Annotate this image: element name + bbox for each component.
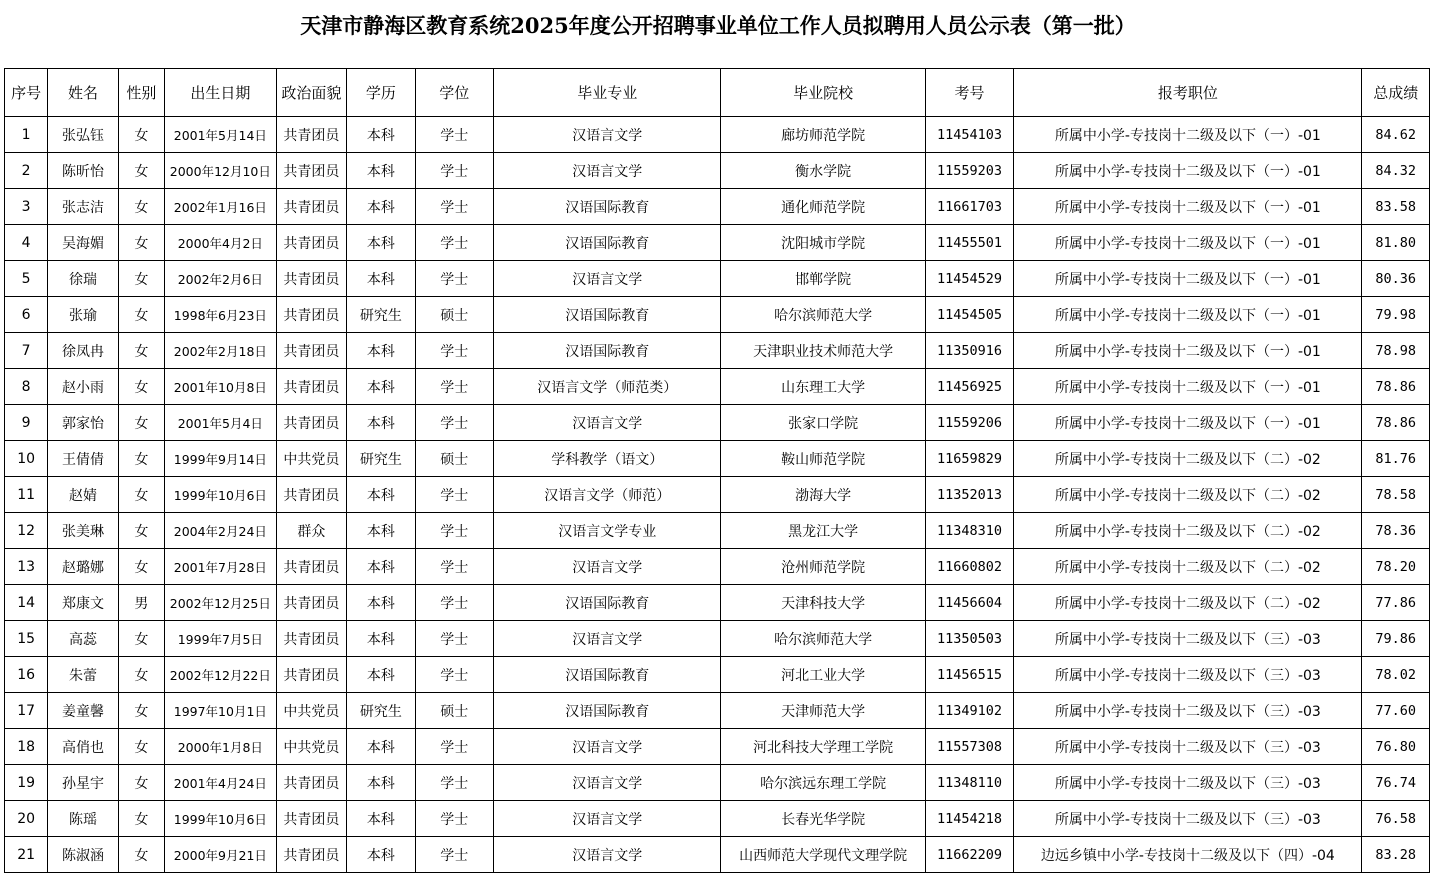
- cell-position: 所属中小学-专技岗十二级及以下（一）-01: [1014, 261, 1362, 297]
- cell-exam-number: 11350503: [925, 621, 1014, 657]
- cell-education: 本科: [347, 477, 415, 513]
- cell-total-score: 79.86: [1362, 621, 1430, 657]
- cell-school: 河北工业大学: [721, 657, 925, 693]
- cell-position: 所属中小学-专技岗十二级及以下（一）-01: [1014, 225, 1362, 261]
- cell-exam-number: 11660802: [925, 549, 1014, 585]
- cell-birthdate: 2002年1月16日: [164, 189, 276, 225]
- cell-total-score: 78.86: [1362, 369, 1430, 405]
- cell-school: 黑龙江大学: [721, 513, 925, 549]
- cell-index: 18: [5, 729, 48, 765]
- cell-gender: 女: [118, 333, 164, 369]
- cell-exam-number: 11454529: [925, 261, 1014, 297]
- cell-political-status: 共青团员: [276, 837, 346, 873]
- cell-index: 17: [5, 693, 48, 729]
- cell-school: 长春光华学院: [721, 801, 925, 837]
- cell-degree: 学士: [415, 405, 493, 441]
- cell-political-status: 共青团员: [276, 153, 346, 189]
- cell-gender: 女: [118, 261, 164, 297]
- table-header-row: [5, 69, 1430, 117]
- cell-birthdate: 2000年9月21日: [164, 837, 276, 873]
- cell-position: 所属中小学-专技岗十二级及以下（二）-02: [1014, 441, 1362, 477]
- header-total-score: 总成绩: [1362, 69, 1430, 117]
- cell-index: 1: [5, 117, 48, 153]
- header-gender: 性别: [118, 69, 164, 117]
- cell-education: 本科: [347, 261, 415, 297]
- cell-position: 所属中小学-专技岗十二级及以下（三）-03: [1014, 621, 1362, 657]
- cell-name: 陈昕怡: [48, 153, 118, 189]
- cell-total-score: 78.98: [1362, 333, 1430, 369]
- cell-index: 8: [5, 369, 48, 405]
- cell-school: 鞍山师范学院: [721, 441, 925, 477]
- cell-degree: 硕士: [415, 693, 493, 729]
- cell-name: 徐凤冉: [48, 333, 118, 369]
- cell-degree: 学士: [415, 549, 493, 585]
- cell-education: 本科: [347, 837, 415, 873]
- cell-school: 哈尔滨师范大学: [721, 621, 925, 657]
- cell-major: 汉语国际教育: [494, 693, 721, 729]
- cell-gender: 女: [118, 837, 164, 873]
- cell-total-score: 77.60: [1362, 693, 1430, 729]
- cell-gender: 女: [118, 405, 164, 441]
- table-row: [5, 693, 1430, 729]
- cell-education: 本科: [347, 765, 415, 801]
- cell-exam-number: 11454103: [925, 117, 1014, 153]
- table-row: [5, 225, 1430, 261]
- cell-total-score: 76.80: [1362, 729, 1430, 765]
- cell-index: 10: [5, 441, 48, 477]
- cell-name: 郑康文: [48, 585, 118, 621]
- cell-degree: 学士: [415, 657, 493, 693]
- cell-name: 朱蕾: [48, 657, 118, 693]
- cell-political-status: 共青团员: [276, 117, 346, 153]
- cell-total-score: 78.36: [1362, 513, 1430, 549]
- header-school: 毕业院校: [721, 69, 925, 117]
- cell-political-status: 共青团员: [276, 297, 346, 333]
- cell-index: 15: [5, 621, 48, 657]
- table-row: [5, 477, 1430, 513]
- cell-degree: 学士: [415, 765, 493, 801]
- cell-position: 所属中小学-专技岗十二级及以下（一）-01: [1014, 333, 1362, 369]
- cell-degree: 学士: [415, 513, 493, 549]
- cell-exam-number: 11662209: [925, 837, 1014, 873]
- cell-position: 边远乡镇中小学-专技岗十二级及以下（四）-04: [1014, 837, 1362, 873]
- cell-exam-number: 11456515: [925, 657, 1014, 693]
- cell-position: 所属中小学-专技岗十二级及以下（二）-02: [1014, 477, 1362, 513]
- cell-education: 本科: [347, 729, 415, 765]
- cell-school: 通化师范学院: [721, 189, 925, 225]
- cell-index: 9: [5, 405, 48, 441]
- cell-name: 赵璐娜: [48, 549, 118, 585]
- cell-degree: 学士: [415, 369, 493, 405]
- cell-school: 衡水学院: [721, 153, 925, 189]
- cell-position: 所属中小学-专技岗十二级及以下（三）-03: [1014, 765, 1362, 801]
- cell-index: 21: [5, 837, 48, 873]
- cell-exam-number: 11352013: [925, 477, 1014, 513]
- cell-birthdate: 1999年9月14日: [164, 441, 276, 477]
- cell-political-status: 中共党员: [276, 729, 346, 765]
- cell-education: 本科: [347, 801, 415, 837]
- cell-total-score: 78.86: [1362, 405, 1430, 441]
- cell-political-status: 共青团员: [276, 405, 346, 441]
- cell-gender: 女: [118, 621, 164, 657]
- cell-position: 所属中小学-专技岗十二级及以下（一）-01: [1014, 153, 1362, 189]
- cell-major: 汉语言文学: [494, 729, 721, 765]
- cell-birthdate: 2002年12月22日: [164, 657, 276, 693]
- cell-gender: 女: [118, 765, 164, 801]
- cell-major: 汉语国际教育: [494, 189, 721, 225]
- cell-index: 20: [5, 801, 48, 837]
- table-row: [5, 369, 1430, 405]
- cell-major: 汉语言文学: [494, 261, 721, 297]
- cell-major: 汉语言文学: [494, 117, 721, 153]
- cell-name: 郭家怡: [48, 405, 118, 441]
- cell-birthdate: 1999年10月6日: [164, 477, 276, 513]
- cell-major: 汉语国际教育: [494, 225, 721, 261]
- cell-exam-number: 11557308: [925, 729, 1014, 765]
- cell-gender: 女: [118, 549, 164, 585]
- cell-political-status: 共青团员: [276, 189, 346, 225]
- cell-birthdate: 2001年10月8日: [164, 369, 276, 405]
- cell-exam-number: 11456925: [925, 369, 1014, 405]
- cell-major: 汉语言文学: [494, 153, 721, 189]
- cell-name: 吴海媚: [48, 225, 118, 261]
- cell-major: 汉语国际教育: [494, 657, 721, 693]
- table-row: [5, 801, 1430, 837]
- cell-political-status: 中共党员: [276, 441, 346, 477]
- cell-index: 19: [5, 765, 48, 801]
- cell-exam-number: 11455501: [925, 225, 1014, 261]
- cell-political-status: 共青团员: [276, 585, 346, 621]
- cell-education: 本科: [347, 405, 415, 441]
- table-row: [5, 189, 1430, 225]
- cell-education: 本科: [347, 225, 415, 261]
- cell-exam-number: 11559203: [925, 153, 1014, 189]
- cell-school: 邯郸学院: [721, 261, 925, 297]
- cell-major: 汉语言文学: [494, 549, 721, 585]
- cell-exam-number: 11456604: [925, 585, 1014, 621]
- cell-major: 汉语言文学（师范）: [494, 477, 721, 513]
- cell-school: 天津科技大学: [721, 585, 925, 621]
- table-row: [5, 261, 1430, 297]
- table-body: [5, 117, 1430, 873]
- cell-gender: 女: [118, 297, 164, 333]
- cell-exam-number: 11348310: [925, 513, 1014, 549]
- cell-total-score: 83.28: [1362, 837, 1430, 873]
- cell-major: 汉语国际教育: [494, 333, 721, 369]
- header-major: 毕业专业: [494, 69, 721, 117]
- header-index: 序号: [5, 69, 48, 117]
- cell-position: 所属中小学-专技岗十二级及以下（二）-02: [1014, 585, 1362, 621]
- cell-birthdate: 2000年1月8日: [164, 729, 276, 765]
- cell-gender: 女: [118, 801, 164, 837]
- cell-major: 汉语国际教育: [494, 297, 721, 333]
- cell-education: 本科: [347, 549, 415, 585]
- cell-major: 汉语言文学: [494, 621, 721, 657]
- cell-education: 本科: [347, 585, 415, 621]
- cell-name: 张弘钰: [48, 117, 118, 153]
- cell-gender: 女: [118, 729, 164, 765]
- cell-name: 陈淑涵: [48, 837, 118, 873]
- cell-index: 3: [5, 189, 48, 225]
- cell-degree: 学士: [415, 225, 493, 261]
- cell-political-status: 群众: [276, 513, 346, 549]
- cell-birthdate: 2001年4月24日: [164, 765, 276, 801]
- cell-degree: 学士: [415, 621, 493, 657]
- cell-exam-number: 11454218: [925, 801, 1014, 837]
- cell-total-score: 81.80: [1362, 225, 1430, 261]
- cell-gender: 女: [118, 225, 164, 261]
- cell-total-score: 78.20: [1362, 549, 1430, 585]
- cell-birthdate: 2004年2月24日: [164, 513, 276, 549]
- cell-total-score: 80.36: [1362, 261, 1430, 297]
- cell-political-status: 共青团员: [276, 657, 346, 693]
- cell-name: 徐瑞: [48, 261, 118, 297]
- cell-total-score: 79.98: [1362, 297, 1430, 333]
- cell-political-status: 共青团员: [276, 801, 346, 837]
- cell-degree: 学士: [415, 153, 493, 189]
- cell-school: 天津职业技术师范大学: [721, 333, 925, 369]
- cell-degree: 学士: [415, 585, 493, 621]
- cell-gender: 男: [118, 585, 164, 621]
- table-row: [5, 729, 1430, 765]
- cell-total-score: 84.32: [1362, 153, 1430, 189]
- cell-political-status: 共青团员: [276, 477, 346, 513]
- cell-position: 所属中小学-专技岗十二级及以下（一）-01: [1014, 405, 1362, 441]
- cell-position: 所属中小学-专技岗十二级及以下（一）-01: [1014, 117, 1362, 153]
- cell-birthdate: 2000年4月2日: [164, 225, 276, 261]
- cell-exam-number: 11659829: [925, 441, 1014, 477]
- cell-total-score: 81.76: [1362, 441, 1430, 477]
- cell-gender: 女: [118, 477, 164, 513]
- cell-degree: 学士: [415, 117, 493, 153]
- cell-political-status: 共青团员: [276, 225, 346, 261]
- header-degree: 学位: [415, 69, 493, 117]
- cell-school: 河北科技大学理工学院: [721, 729, 925, 765]
- cell-major: 汉语言文学专业: [494, 513, 721, 549]
- header-education: 学历: [347, 69, 415, 117]
- cell-degree: 学士: [415, 189, 493, 225]
- table-row: [5, 765, 1430, 801]
- cell-gender: 女: [118, 153, 164, 189]
- cell-degree: 学士: [415, 261, 493, 297]
- cell-degree: 学士: [415, 477, 493, 513]
- cell-gender: 女: [118, 657, 164, 693]
- cell-birthdate: 2001年7月28日: [164, 549, 276, 585]
- cell-gender: 女: [118, 369, 164, 405]
- cell-name: 张瑜: [48, 297, 118, 333]
- table-row: [5, 549, 1430, 585]
- cell-political-status: 共青团员: [276, 261, 346, 297]
- header-exam-number: 考号: [925, 69, 1014, 117]
- cell-position: 所属中小学-专技岗十二级及以下（三）-03: [1014, 801, 1362, 837]
- cell-school: 渤海大学: [721, 477, 925, 513]
- cell-degree: 硕士: [415, 297, 493, 333]
- cell-degree: 学士: [415, 729, 493, 765]
- cell-school: 天津师范大学: [721, 693, 925, 729]
- cell-index: 4: [5, 225, 48, 261]
- table-row: [5, 657, 1430, 693]
- cell-education: 本科: [347, 117, 415, 153]
- cell-total-score: 77.86: [1362, 585, 1430, 621]
- cell-gender: 女: [118, 441, 164, 477]
- results-table: [4, 68, 1430, 873]
- cell-position: 所属中小学-专技岗十二级及以下（三）-03: [1014, 657, 1362, 693]
- cell-name: 姜童馨: [48, 693, 118, 729]
- cell-name: 高俏也: [48, 729, 118, 765]
- header-birthdate: 出生日期: [164, 69, 276, 117]
- cell-political-status: 共青团员: [276, 369, 346, 405]
- cell-education: 本科: [347, 153, 415, 189]
- cell-birthdate: 2000年12月10日: [164, 153, 276, 189]
- cell-position: 所属中小学-专技岗十二级及以下（一）-01: [1014, 369, 1362, 405]
- table-row: [5, 585, 1430, 621]
- cell-school: 山东理工大学: [721, 369, 925, 405]
- cell-birthdate: 2002年12月25日: [164, 585, 276, 621]
- cell-major: 汉语国际教育: [494, 585, 721, 621]
- cell-gender: 女: [118, 693, 164, 729]
- header-name: 姓名: [48, 69, 118, 117]
- cell-name: 赵婧: [48, 477, 118, 513]
- cell-index: 13: [5, 549, 48, 585]
- cell-name: 王倩倩: [48, 441, 118, 477]
- cell-birthdate: 2001年5月4日: [164, 405, 276, 441]
- cell-total-score: 76.74: [1362, 765, 1430, 801]
- cell-school: 廊坊师范学院: [721, 117, 925, 153]
- cell-exam-number: 11454505: [925, 297, 1014, 333]
- cell-gender: 女: [118, 513, 164, 549]
- cell-index: 12: [5, 513, 48, 549]
- cell-position: 所属中小学-专技岗十二级及以下（二）-02: [1014, 549, 1362, 585]
- cell-birthdate: 1999年7月5日: [164, 621, 276, 657]
- header-position: 报考职位: [1014, 69, 1362, 117]
- cell-exam-number: 11350916: [925, 333, 1014, 369]
- cell-degree: 学士: [415, 333, 493, 369]
- cell-index: 11: [5, 477, 48, 513]
- cell-education: 本科: [347, 333, 415, 369]
- cell-education: 本科: [347, 189, 415, 225]
- cell-index: 2: [5, 153, 48, 189]
- cell-birthdate: 1997年10月1日: [164, 693, 276, 729]
- cell-major: 汉语言文学: [494, 405, 721, 441]
- cell-position: 所属中小学-专技岗十二级及以下（二）-02: [1014, 513, 1362, 549]
- cell-name: 张美琳: [48, 513, 118, 549]
- cell-total-score: 76.58: [1362, 801, 1430, 837]
- cell-position: 所属中小学-专技岗十二级及以下（三）-03: [1014, 729, 1362, 765]
- cell-education: 研究生: [347, 441, 415, 477]
- cell-index: 5: [5, 261, 48, 297]
- cell-degree: 学士: [415, 837, 493, 873]
- cell-major: 学科教学（语文）: [494, 441, 721, 477]
- cell-birthdate: 2001年5月14日: [164, 117, 276, 153]
- cell-school: 哈尔滨师范大学: [721, 297, 925, 333]
- cell-major: 汉语言文学（师范类）: [494, 369, 721, 405]
- cell-gender: 女: [118, 189, 164, 225]
- cell-major: 汉语言文学: [494, 765, 721, 801]
- table-row: [5, 513, 1430, 549]
- cell-exam-number: 11559206: [925, 405, 1014, 441]
- table-row: [5, 153, 1430, 189]
- cell-exam-number: 11349102: [925, 693, 1014, 729]
- cell-exam-number: 11348110: [925, 765, 1014, 801]
- cell-name: 陈瑶: [48, 801, 118, 837]
- cell-name: 高蕊: [48, 621, 118, 657]
- cell-total-score: 78.58: [1362, 477, 1430, 513]
- cell-education: 本科: [347, 513, 415, 549]
- cell-name: 赵小雨: [48, 369, 118, 405]
- cell-gender: 女: [118, 117, 164, 153]
- cell-political-status: 中共党员: [276, 693, 346, 729]
- cell-political-status: 共青团员: [276, 549, 346, 585]
- table-row: [5, 837, 1430, 873]
- cell-political-status: 共青团员: [276, 621, 346, 657]
- cell-index: 14: [5, 585, 48, 621]
- cell-index: 7: [5, 333, 48, 369]
- cell-birthdate: 2002年2月18日: [164, 333, 276, 369]
- cell-total-score: 83.58: [1362, 189, 1430, 225]
- table-row: [5, 117, 1430, 153]
- table-row: [5, 297, 1430, 333]
- cell-position: 所属中小学-专技岗十二级及以下（一）-01: [1014, 189, 1362, 225]
- cell-major: 汉语言文学: [494, 801, 721, 837]
- cell-school: 哈尔滨远东理工学院: [721, 765, 925, 801]
- cell-education: 本科: [347, 657, 415, 693]
- cell-education: 研究生: [347, 693, 415, 729]
- cell-birthdate: 1998年6月23日: [164, 297, 276, 333]
- cell-total-score: 84.62: [1362, 117, 1430, 153]
- cell-name: 张志洁: [48, 189, 118, 225]
- table-row: [5, 621, 1430, 657]
- cell-school: 沧州师范学院: [721, 549, 925, 585]
- cell-major: 汉语言文学: [494, 837, 721, 873]
- cell-position: 所属中小学-专技岗十二级及以下（三）-03: [1014, 693, 1362, 729]
- cell-birthdate: 2002年2月6日: [164, 261, 276, 297]
- cell-political-status: 共青团员: [276, 333, 346, 369]
- cell-degree: 硕士: [415, 441, 493, 477]
- cell-birthdate: 1999年10月6日: [164, 801, 276, 837]
- cell-school: 山西师范大学现代文理学院: [721, 837, 925, 873]
- cell-school: 张家口学院: [721, 405, 925, 441]
- table-row: [5, 405, 1430, 441]
- cell-political-status: 共青团员: [276, 765, 346, 801]
- cell-total-score: 78.02: [1362, 657, 1430, 693]
- cell-school: 沈阳城市学院: [721, 225, 925, 261]
- cell-index: 16: [5, 657, 48, 693]
- cell-index: 6: [5, 297, 48, 333]
- table-row: [5, 441, 1430, 477]
- cell-exam-number: 11661703: [925, 189, 1014, 225]
- cell-position: 所属中小学-专技岗十二级及以下（一）-01: [1014, 297, 1362, 333]
- cell-education: 研究生: [347, 297, 415, 333]
- header-political-status: 政治面貌: [276, 69, 346, 117]
- cell-name: 孙星宇: [48, 765, 118, 801]
- cell-education: 本科: [347, 369, 415, 405]
- cell-education: 本科: [347, 621, 415, 657]
- page-title: 天津市静海区教育系统2025年度公开招聘事业单位工作人员拟聘用人员公示表（第一批）: [300, 13, 1136, 38]
- cell-degree: 学士: [415, 801, 493, 837]
- table-row: [5, 333, 1430, 369]
